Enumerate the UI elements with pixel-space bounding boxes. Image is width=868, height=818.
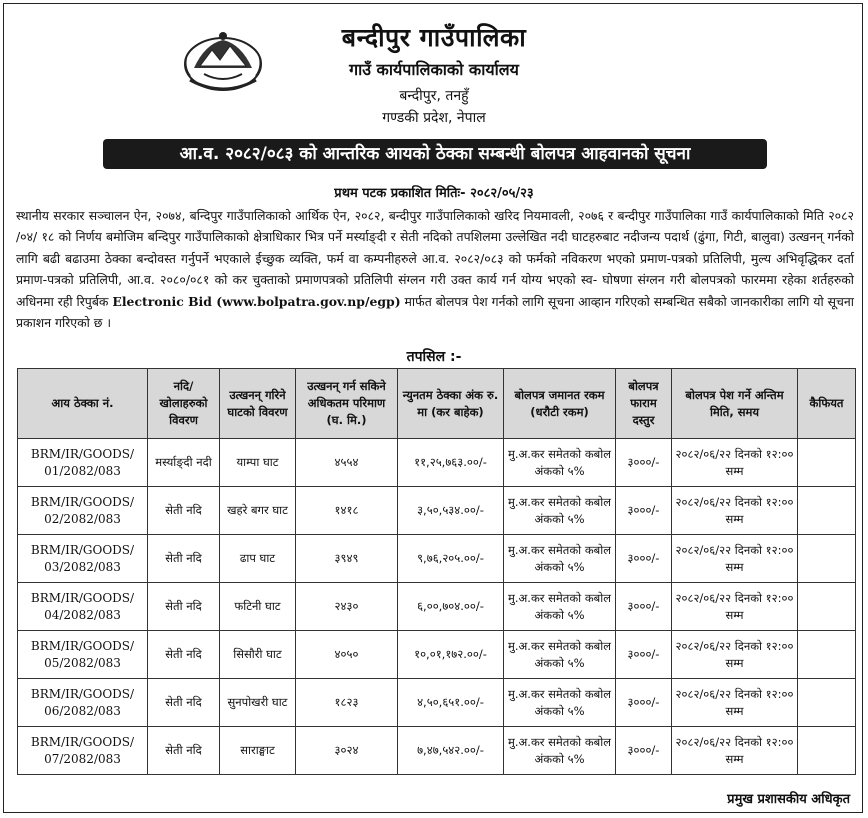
table-row (18, 631, 856, 679)
cell-min-amount: ६,००,७०४.००/- (398, 583, 504, 631)
notice-title: आ.व. २०८२/०८३ को आन्तरिक आयको ठेक्का सम्बन्धी बोलपत्र आहवानको सूचना (103, 139, 767, 169)
table-heading: तपसिल :- (406, 349, 462, 365)
cell-contract-no: BRM/IR/GOODS/ 04/2082/083 (18, 583, 148, 631)
cell-form-fee: ३०००/- (616, 535, 672, 583)
cell-ghat: सिसौरी घाट (220, 631, 296, 679)
cell-max-quantity: ४०५० (296, 631, 398, 679)
cell-remarks (798, 679, 856, 727)
province: गण्डकी प्रदेश, नेपाल (382, 110, 486, 126)
col-header-contract-no: आय ठेक्का नं. (18, 369, 148, 439)
cell-max-quantity: १४१८ (296, 487, 398, 535)
cell-contract-no: BRM/IR/GOODS/ 02/2082/083 (18, 487, 148, 535)
cell-deadline: २०८२/०६/२२ दिनको १२:०० सम्म (672, 679, 798, 727)
table-row (18, 439, 856, 487)
body-text-after: मार्फत बोलपत्र पेश गर्नको लागि सूचना आव्हान गरिएको सम्बन्धित सबैको जानकारीका लागि यो सूचना प्रकाशन गरिएको छ । (16, 293, 854, 331)
cell-form-fee: ३०००/- (616, 679, 672, 727)
cell-min-amount: १०,०१,१७२.००/- (398, 631, 504, 679)
cell-contract-no: BRM/IR/GOODS/ 03/2082/083 (18, 535, 148, 583)
cell-min-amount: ९,७६,२०५.००/- (398, 535, 504, 583)
cell-contract-no: BRM/IR/GOODS/ 01/2082/083 (18, 439, 148, 487)
body-english-link: Electronic Bid (www.bolpatra.gov.np/egp) (112, 293, 401, 309)
cell-ghat: सुनपोखरी घाट (220, 679, 296, 727)
table-row (18, 583, 856, 631)
cell-min-amount: ७,४७,५४२.००/- (398, 727, 504, 775)
published-date: प्रथम पटक प्रकाशित मितिः- २०८२/०५/२३ (334, 186, 534, 201)
col-header-form-fee: बोलपत्र फाराम दस्तुर (616, 369, 672, 439)
cell-deadline: २०८२/०६/२२ दिनको १२:०० सम्म (672, 727, 798, 775)
cell-river: सेती नदि (148, 631, 220, 679)
bid-table (17, 368, 856, 775)
cell-bid-security: मु.अ.कर समेतको कबोल अंकको ५% (504, 679, 616, 727)
cell-deadline: २०८२/०६/२२ दिनको १२:०० सम्म (672, 439, 798, 487)
cell-bid-security: मु.अ.कर समेतको कबोल अंकको ५% (504, 583, 616, 631)
col-header-ghat: उत्खनन् गरिने घाटको विवरण (220, 369, 296, 439)
col-header-bid-security: बोलपत्र जमानत रकम (धरौटी रकम) (504, 369, 616, 439)
cell-form-fee: ३०००/- (616, 439, 672, 487)
cell-remarks (798, 439, 856, 487)
address: बन्दीपुर, तनहुँ (399, 88, 469, 104)
cell-form-fee: ३०००/- (616, 487, 672, 535)
cell-ghat: ढाप घाट (220, 535, 296, 583)
cell-form-fee: ३०००/- (616, 583, 672, 631)
col-header-min-amount: न्युनतम ठेक्का अंक रु. मा (कर बाहेक) (398, 369, 504, 439)
cell-remarks (798, 487, 856, 535)
cell-form-fee: ३०००/- (616, 727, 672, 775)
col-header-remarks: कैफियत (798, 369, 856, 439)
cell-max-quantity: २४३० (296, 583, 398, 631)
cell-remarks (798, 583, 856, 631)
cell-river: मर्स्याङ्दी नदी (148, 439, 220, 487)
table-header-row (18, 369, 856, 439)
table-row (18, 727, 856, 775)
cell-ghat: फटिनी घाट (220, 583, 296, 631)
table-row (18, 535, 856, 583)
cell-ghat: साराङ्घाट (220, 727, 296, 775)
cell-river: सेती नदि (148, 727, 220, 775)
cell-min-amount: ११,२५,७६३.००/- (398, 439, 504, 487)
cell-max-quantity: ३०२४ (296, 727, 398, 775)
cell-deadline: २०८२/०६/२२ दिनको १२:०० सम्म (672, 583, 798, 631)
cell-contract-no: BRM/IR/GOODS/ 05/2082/083 (18, 631, 148, 679)
cell-max-quantity: १८२३ (296, 679, 398, 727)
cell-min-amount: ३,५०,५३४.००/- (398, 487, 504, 535)
cell-river: सेती नदि (148, 487, 220, 535)
cell-river: सेती नदि (148, 583, 220, 631)
cell-max-quantity: ३९४९ (296, 535, 398, 583)
cell-bid-security: मु.अ.कर समेतको कबोल अंकको ५% (504, 727, 616, 775)
cell-ghat: खहरे बगर घाट (220, 487, 296, 535)
office-name: गाउँ कार्यपालिकाको कार्यालय (349, 60, 519, 79)
cell-min-amount: ४,५०,६५१.००/- (398, 679, 504, 727)
cell-deadline: २०८२/०६/२२ दिनको १२:०० सम्म (672, 535, 798, 583)
cell-deadline: २०८२/०६/२२ दिनको १२:०० सम्म (672, 631, 798, 679)
cell-max-quantity: ४५५४ (296, 439, 398, 487)
cell-deadline: २०८२/०६/२२ दिनको १२:०० सम्म (672, 487, 798, 535)
notice-body (16, 205, 854, 333)
col-header-river: नदि/ खोलाहरुको विवरण (148, 369, 220, 439)
cell-contract-no: BRM/IR/GOODS/ 07/2082/083 (18, 727, 148, 775)
signer-title: प्रमुख प्रशासकीय अधिकृत (727, 792, 850, 807)
cell-ghat: याम्पा घाट (220, 439, 296, 487)
cell-river: सेती नदि (148, 679, 220, 727)
cell-remarks (798, 727, 856, 775)
col-header-max-quantity: उत्खनन् गर्न सकिने अधिकतम परिमाण (घ. मि.) (296, 369, 398, 439)
org-name: बन्दीपुर गाउँपालिका (341, 23, 527, 52)
table-row (18, 679, 856, 727)
cell-contract-no: BRM/IR/GOODS/ 06/2082/083 (18, 679, 148, 727)
cell-river: सेती नदि (148, 535, 220, 583)
cell-bid-security: मु.अ.कर समेतको कबोल अंकको ५% (504, 535, 616, 583)
col-header-deadline: बोलपत्र पेश गर्ने अन्तिम मिति, समय (672, 369, 798, 439)
cell-bid-security: मु.अ.कर समेतको कबोल अंकको ५% (504, 631, 616, 679)
cell-remarks (798, 631, 856, 679)
cell-form-fee: ३०००/- (616, 631, 672, 679)
cell-remarks (798, 535, 856, 583)
table-row (18, 487, 856, 535)
body-text-before: स्थानीय सरकार सञ्चालन ऐन, २०७४, बन्दिपुर गाउँपालिकाको आर्थिक ऐन, २०८२, बन्दीपुर गाउँपालिकाको खरिद नियमावली, २०७६ र बन्दीपुर गाउँपालिका गाउँ कार्यपालिकाको मिति २०८२ /०४/ १८ को निर्णय बमोजिम बन्दिपुर गाउँपालिकाको क्षेत्राधिकार भित्र पर्ने मर्स्याङ्दी र सेती नदिको तपशिलमा उल्लेखित नदी घाटहरुबाट नदीजन्य पदार्थ (ढुंगा, गिटी, बालुवा) उत्खनन् गर्नको लागि बढी बढाउमा ठेक्का बन्दोवस्त गर्नुपर्ने भएकाले ईच्छुक व्यक्ति, फर्म वा कम्पनीहरुले आ.व. २०८२/०८३ को फर्मको नविकरण भएको प्रमाण-पत्रको प्रतिलिपी, मुल्य अभिवृद्धिकर दर्ता प्रमाण-पत्रको प्रतिलिपी, आ.व. २०८०/०८१ को कर चुक्ताको प्रमाणपत्रको प्रतिलिपी संग्लन गरी उक्त कार्य गर्न योग्य भएको स्व- घोषणा संग्लन गरी बोलपत्रको फारममा रहेका शर्तहरुको अधिनमा रही रिपुर्बक (16, 208, 854, 309)
cell-bid-security: मु.अ.कर समेतको कबोल अंकको ५% (504, 439, 616, 487)
cell-bid-security: मु.अ.कर समेतको कबोल अंकको ५% (504, 487, 616, 535)
